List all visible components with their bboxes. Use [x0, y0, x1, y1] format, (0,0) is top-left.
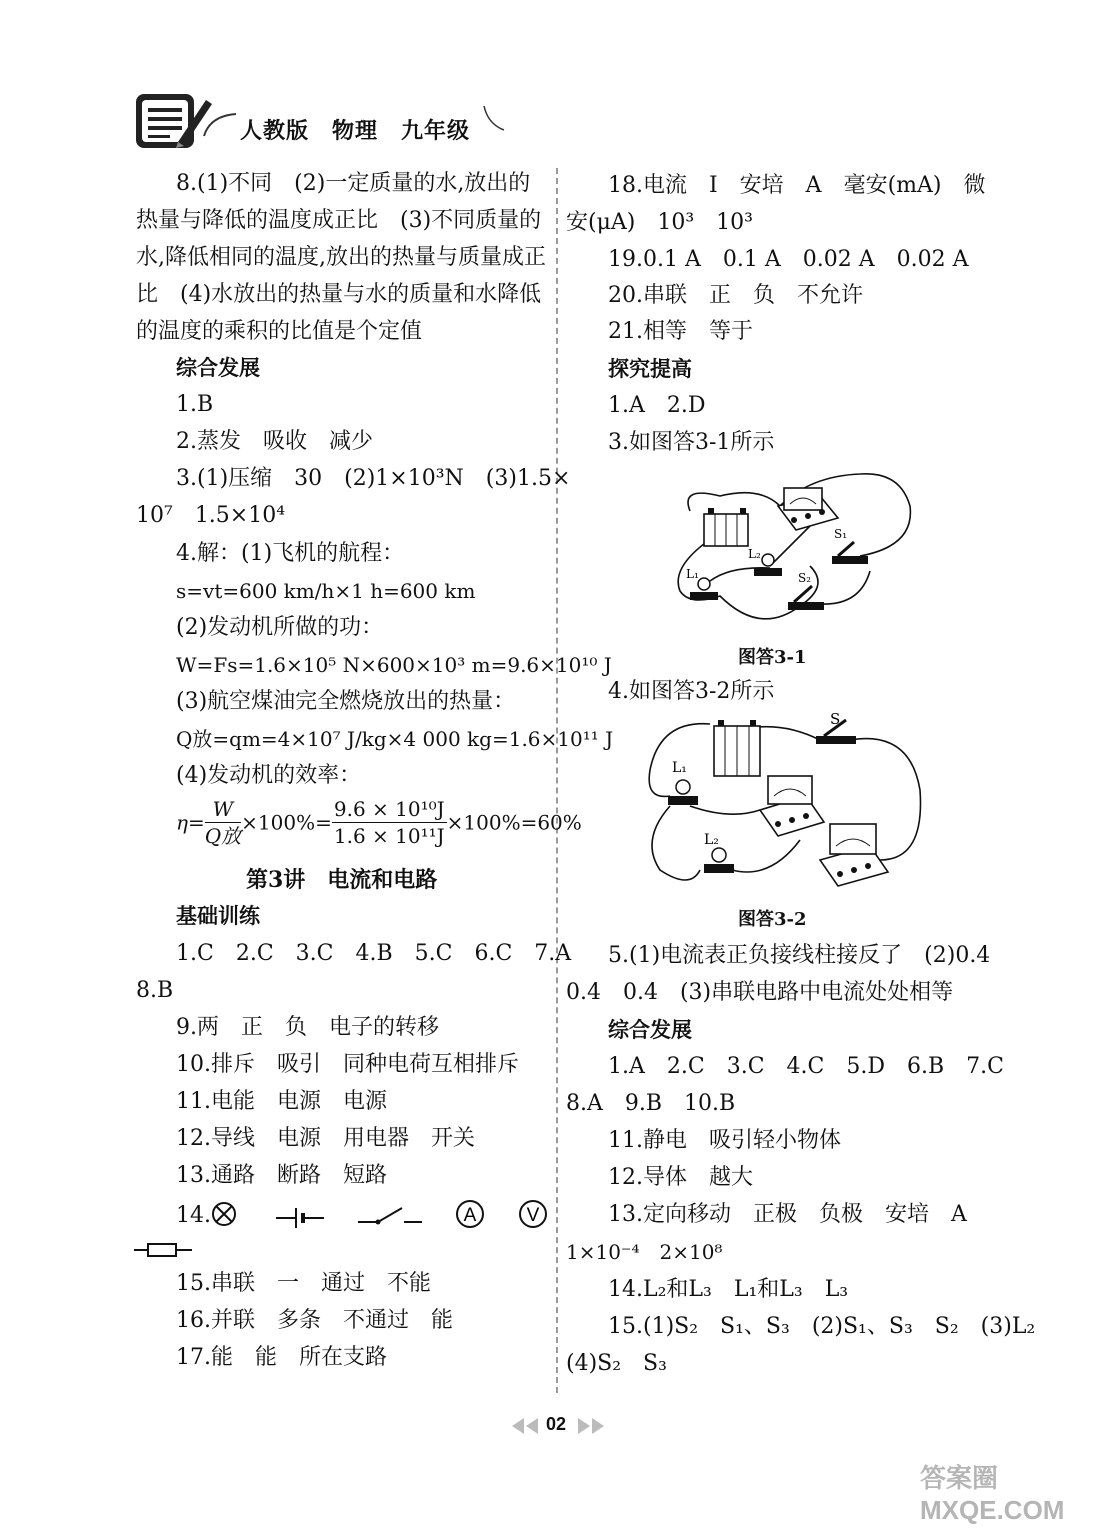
efficiency-formula — [176, 796, 582, 849]
ammeter-symbol-icon — [457, 1201, 483, 1227]
answer-line: Q放=qm=4×10⁷ J/kg×4 000 kg=1.6×10¹¹ J — [176, 727, 614, 751]
answer-line: 11.静电 吸引轻小物体 — [608, 1128, 841, 1153]
answer-line: 12.导体 越大 — [608, 1165, 753, 1190]
fraction-values — [332, 796, 447, 849]
answer-line: 5.(1)电流表正负接线柱接反了 (2)0.4 — [608, 943, 991, 968]
battery-icon — [704, 508, 748, 546]
answer-line: 13.定向移动 正极 负极 安培 A — [608, 1202, 967, 1227]
answer-line: 2.蒸发 吸收 减少 — [176, 429, 373, 454]
answer-line: 17.能 能 所在支路 — [176, 1345, 387, 1370]
answer-line: 12.导线 电源 用电器 开关 — [176, 1126, 475, 1151]
fig-label: L₂ — [704, 832, 719, 848]
answer-line: 4.如图答3-2所示 — [608, 679, 775, 704]
answer-line: 比 (4)水放出的热量与水的质量和水降低 — [136, 282, 542, 307]
fig-label: S₁ — [834, 527, 848, 541]
lamp-l1-icon — [690, 578, 718, 600]
answer-line: 21.相等 等于 — [608, 319, 753, 344]
answer-line: 3.如图答3-1所示 — [608, 430, 775, 455]
fraction-numerator: W — [205, 796, 241, 823]
answer-line: 8.B — [136, 978, 174, 1003]
answer-line: W=Fs=1.6×10⁵ N×600×10³ m=9.6×10¹⁰ J — [176, 653, 612, 677]
header-swoosh-right — [482, 104, 508, 134]
answer-line: 15.串联 一 通过 不能 — [176, 1271, 431, 1296]
watermark-text: 答案圈 MXQE.COM — [920, 1463, 1065, 1525]
fraction-numerator: 9.6 × 10¹⁰J — [333, 797, 445, 821]
answer-line: 0.4 0.4 (3)串联电路中电流处处相等 — [566, 980, 954, 1005]
answer-line: 14. — [176, 1203, 211, 1228]
eta-symbol: η= — [176, 810, 205, 835]
answer-line: 的温度的乘积的比值是个定值 — [136, 319, 423, 344]
answer-line: 20.串联 正 负 不允许 — [608, 283, 863, 308]
ammeter-letter: A — [463, 1205, 477, 1226]
lamp-l2-icon — [704, 848, 734, 873]
answer-line: 9.两 正 负 电子的转移 — [176, 1015, 439, 1040]
answer-line: 16.并联 多条 不通过 能 — [176, 1308, 453, 1333]
answer-line: 3.(1)压缩 30 (2)1×10³N (3)1.5× — [176, 466, 571, 491]
answer-line: 1.B — [176, 392, 214, 417]
voltmeter-symbol-icon — [520, 1201, 546, 1227]
answer-line: 8.(1)不同 (2)一定质量的水,放出的 — [176, 171, 531, 196]
answer-line: 13.通路 断路 短路 — [176, 1163, 387, 1188]
answer-line: 14.L₂和L₃ L₁和L₃ L₃ — [608, 1277, 849, 1302]
answer-line: 1.A 2.C 3.C 4.C 5.D 6.B 7.C — [608, 1054, 1004, 1079]
answer-line: 1.A 2.D — [608, 393, 706, 418]
answer-line: 4.解：(1)飞机的航程： — [176, 541, 405, 566]
answer-line: (4)发动机的效率： — [176, 763, 362, 788]
ammeter-icon — [760, 776, 824, 836]
section-heading: 综合发展 — [176, 355, 260, 380]
formula-end: ×100%=60% — [446, 810, 582, 835]
header-title: 人教版 物理 九年级 — [240, 118, 471, 144]
section-heading: 基础训练 — [176, 903, 260, 928]
left-arrows-icon — [510, 1416, 542, 1436]
column-divider — [556, 168, 558, 1393]
page-number: 02 — [546, 1414, 567, 1434]
fraction-w-q — [205, 796, 241, 849]
fig-label: L₁ — [686, 567, 699, 581]
battery-icon — [714, 720, 760, 776]
figure-caption: 图答3-2 — [738, 909, 807, 930]
answer-line: (3)航空煤油完全燃烧放出的热量： — [176, 689, 516, 714]
fig-label: L₁ — [672, 760, 687, 776]
circuit-figure-3-1 — [660, 466, 920, 636]
lamp-l1-icon — [668, 780, 698, 805]
answer-line: 安(μA) 10³ 10³ — [566, 210, 753, 235]
section-title: 第3讲 电流和电路 — [246, 867, 438, 893]
answer-line: 热量与降低的温度成正比 (3)不同质量的 — [136, 208, 542, 233]
battery-symbol-icon — [276, 1208, 324, 1228]
answer-line: 18.电流 I 安培 A 毫安(mA) 微 — [608, 173, 986, 198]
right-arrows-icon — [574, 1416, 606, 1436]
answer-line: s=vt=600 km/h×1 h=600 km — [176, 579, 476, 603]
fig-label: S — [830, 710, 841, 728]
answer-line: 10⁷ 1.5×10⁴ — [136, 503, 286, 528]
switch-s1-icon — [832, 542, 868, 564]
resistor-symbol-icon — [134, 1240, 194, 1260]
answer-line: 10.排斥 吸引 同种电荷互相排斥 — [176, 1052, 519, 1077]
switch-s2-icon — [788, 586, 824, 610]
answer-line: (4)S₂ S₃ — [566, 1351, 667, 1376]
answer-line: 15.(1)S₂ S₁、S₃ (2)S₁、S₃ S₂ (3)L₂ — [608, 1314, 1036, 1339]
voltmeter-letter: V — [526, 1205, 540, 1226]
lamp-symbol-icon — [213, 1203, 235, 1225]
answer-line: 1.C 2.C 3.C 4.B 5.C 6.C 7.A — [176, 941, 572, 966]
answer-line: 水,降低相同的温度,放出的热量与质量成正 — [136, 245, 546, 270]
ammeter-icon — [778, 488, 838, 530]
figure-caption: 图答3-1 — [738, 647, 807, 668]
formula-middle: ×100%= — [241, 810, 332, 835]
fraction-denominator: Q放 — [204, 824, 242, 848]
circuit-symbols — [210, 1196, 550, 1266]
switch-symbol-icon — [358, 1208, 422, 1225]
fraction-denominator: 1.6 × 10¹¹J — [333, 824, 445, 848]
fig-label: S₂ — [798, 571, 812, 585]
ammeter-2-icon — [820, 824, 888, 886]
header-swoosh-left — [200, 110, 240, 140]
answer-line: 1×10⁻⁴ 2×10⁸ — [566, 1240, 723, 1264]
section-heading: 综合发展 — [608, 1017, 692, 1042]
answer-line: 8.A 9.B 10.B — [566, 1091, 736, 1116]
circuit-figure-3-2 — [640, 710, 940, 900]
answer-line: (2)发动机所做的功： — [176, 615, 384, 640]
answer-line: 19.0.1 A 0.1 A 0.02 A 0.02 A — [608, 247, 969, 272]
answer-line: 11.电能 电源 电源 — [176, 1089, 387, 1114]
section-heading: 探究提高 — [608, 356, 692, 381]
fig-label: L₂ — [748, 547, 761, 561]
